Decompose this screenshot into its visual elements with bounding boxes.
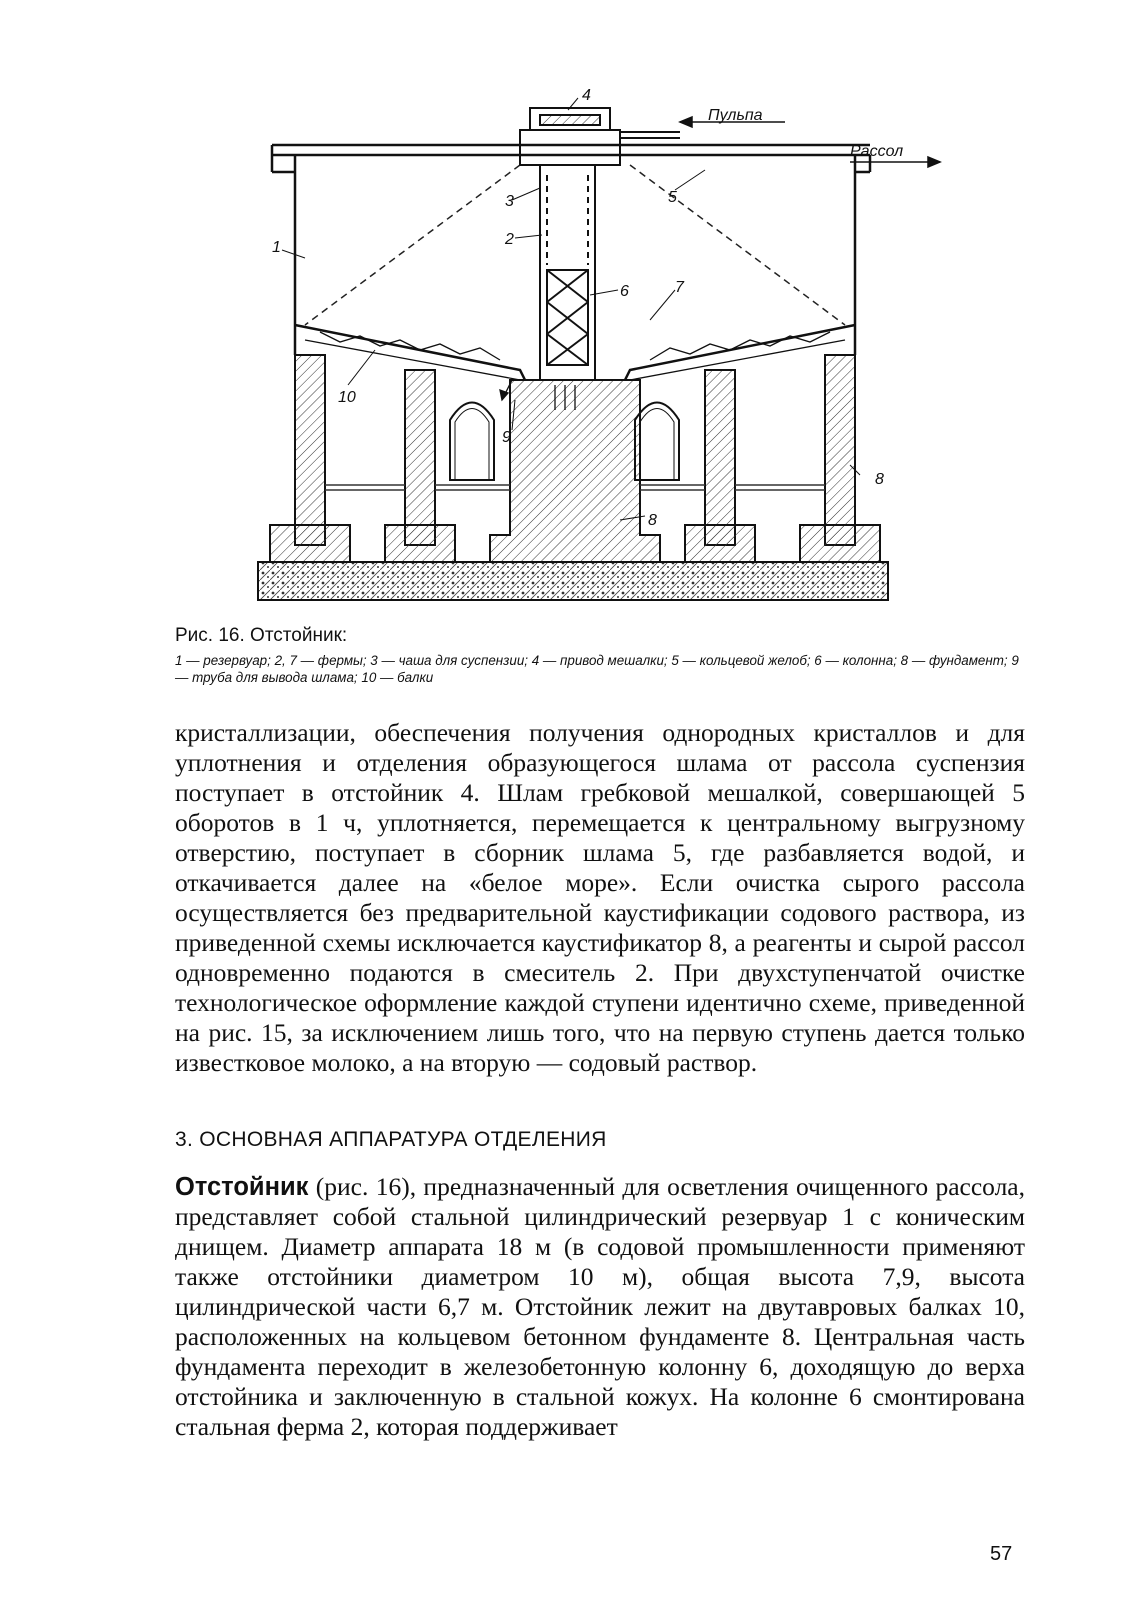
base-slab: [258, 562, 888, 600]
paragraph: кристаллизации, обеспечения получения однородных кристаллов и для уплотнения и отделения образующегося шлама от рассола суспензия поступает в отстойник 4. Шлам гребковой мешалкой, совершающей 5 оборотов в 1 ч, уплотняется, перемещается к центральному выгрузному отверстию, поступает в сборник шлама 5, где разбавляется водой, и откачивается далее на «белое море». Если очистка сырого рассола осуществляется без предварительной каустификации содового раствора, из приведенной схемы исключается каустификатор 8, а реагенты и сырой рассол одновременно подаются в смеситель 2. При двухступенчатой очистке технологическое оформление каждой ступени идентично схеме, приведенной на рис. 15, за исключением лишь того, что на первую ступень дается только известковое молоко, а на вторую — содовый раствор.: [175, 718, 1025, 1077]
label-5: 5: [668, 189, 677, 206]
page-number: 57: [990, 1543, 1013, 1565]
body-text: [175, 718, 1025, 1078]
central-column: [540, 165, 595, 380]
tank-reservoir: [272, 145, 870, 380]
settling-tank-figure: [250, 80, 950, 620]
label-3: 3: [505, 193, 514, 210]
label-pulpa: Пульпа: [708, 107, 763, 124]
window-right: [635, 403, 679, 481]
label-9: 9: [502, 429, 511, 446]
caption-title: Рис. 16. Отстойник:: [175, 625, 348, 646]
paragraph: [175, 1172, 1025, 1442]
label-8-center: 8: [648, 512, 657, 529]
label-6: 6: [620, 283, 629, 300]
label-1: 1: [272, 239, 281, 256]
label-8-right: 8: [875, 471, 884, 488]
label-4: 4: [582, 87, 591, 104]
label-10: 10: [338, 389, 356, 406]
label-7: 7: [675, 279, 684, 296]
mixer-drive: [520, 108, 680, 165]
paragraph-text: (рис. 16), предназначенный для осветления очищенного рассола, представляет собой стальной цилиндрический резервуар 1 с коническим днищем. Диаметр аппарата 18 м (в содовой промышленности применяют также отстойники диаметром 10 м), общая высота 7,9, высота цилиндрической части 6,7 м. Отстойник лежит на двутавровых балках 10, расположенных на кольцевом бетонном фундаменте 8. Центральная часть фундамента переходит в железобетонную колонну 6, доходящую до верха отстойника и заключенную в стальной кожух. На колонне 6 смонтирована стальная ферма 2, которая поддерживает: [175, 1172, 1025, 1441]
caption-legend: 1 — резервуар; 2, 7 — фермы; 3 — чаша для суспензии; 4 — привод мешалки; 5 — кольцевой желоб; 6 — колонна; 8 — фундамент; 9 — труба для вывода шлама; 10 — балки: [175, 653, 1019, 685]
label-2: 2: [505, 231, 514, 248]
body-text-section: [175, 1172, 1025, 1442]
label-rassol: Рассол: [850, 143, 904, 160]
suspension-rods: [305, 165, 845, 325]
section-heading: 3. ОСНОВНАЯ АППАРАТУРА ОТДЕЛЕНИЯ: [175, 1128, 607, 1151]
figure-caption: [175, 624, 1025, 686]
lead-term: Отстойник: [175, 1173, 309, 1201]
window-left: [450, 403, 494, 481]
